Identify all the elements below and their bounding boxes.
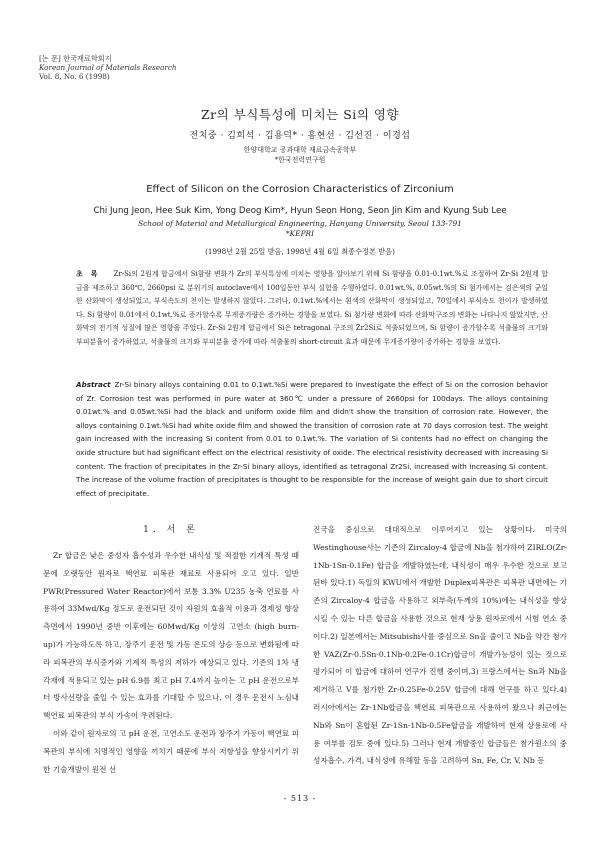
body-paragraph: 진국을 중심으로 대대적으로 이루어지고 있는 상황이다. 미국의 Westinghouse사는 기존의 Zircaloy-4 합금에 Nb을 첨가하여 ZIRLO(Zr-1Nb-1Sn-0.1Fe) 합금을 개발하였는데, 내식성이 매우 우수한 것으로 보고된바 있다.1) 독일의 KWU에서 개발한 Duplex피복관은 피복관 내면에는 기존의 Zircaloy-4 합금을 사용하고 외부측(두께의 10%)에는 내식성을 향상시킬 수 있는 다른 합금을 사용한 것으로 현재 상용 원자로에서 시험 연소 중이다.2) 일본에서는 Mitsubishi사를 중심으로 Sn을 줄이고 Nb을 약간 첨가한 VAZ(Zr-0.5Sn-0.1Nb-0.2Fe-0.1Cr)합금이 개발가능성이 있는 것으로 평가되어 이 합금에 대하여 연구가 진행 중이며,3) 프랑스에서는 Sn과 Nb을 제거하고 V를 첨가한 Zr-0.25Fe-0.25V 합금에 대해 연구를 하고 있다.4) 러시아에서는 Zr-1Nb합금을 핵연료 피복관으로 사용하여 왔으나 최근에는 Nb와 Sn이 혼합된 Zr-1Sn-1Nb-0.5Fe합금을 개발하여 현재 상용로에 사용 여부를 검토 중에 있다.5) 그러나 현재 개발중인 합금들은 첨가원소의 중성자흡수, 가격, 내식성에 유해할 등을 고려하여 Sn, Fe, Cr, V, Nb 등 — [313, 525, 567, 766]
abstract-korean-label: 초록 — [76, 269, 106, 278]
abstract-korean-text: Zr-Si의 2원계 합금에서 Si함량 변화가 Zr의 부식특성에 미치는 영향을 알아보기 위해 Si 함량을 0.01-0.1wt.%로 조절하여 Zr-Si 2원계 합금을 제조하고 360℃, 2660psi 로 분위기의 autoclave에서 100일동안 부식 실험을 수행하였다. 0.01wt.%, 0.05wt.%의 Si 첨가에서는 검은색의 균일한 산화막이 생성되었고, 부식속도의 천이는 발생하지 않았다. 그러나, 0.1wt.%에서는 흰색의 산화막이 생성되었고, 70일에서 부식속도 천이가 발생하였다. Si 함량이 0.01에서 0.1wt.%로 증가할수록 무게증가량은 증가하는 경향을 보였다. Si 첨가량 변화에 따라 산화막구조의 변화는 나타나지 않았지만, 산화막의 전기적 성질에 많은 영향을 주었다. Zr-Si 2원계 합금에서 Si은 tetragonal 구조의 Zr2Si로 석출되었으며, Si 함량이 증가할수록 석출물의 크기와 부피분율이 증가하였고, 석출물의 크기와 부피분율 증가에 따라 석출물의 short-circuit 효과 때문에 무게증가량이 증가하는 경향을 보였다. — [76, 270, 548, 346]
authors-english: Chi Jung Jeon, Hee Suk Kim, Yong Deog Kim*, Hyun Seon Hong, Seon Jin Kim and Kyung Sub Lee — [93, 206, 507, 216]
journal-header — [39, 54, 177, 81]
abstract-english-label: Abstract — [76, 380, 111, 389]
affiliation-korean — [0, 145, 600, 165]
section-heading: 1. 서 론 — [143, 525, 199, 535]
affiliation-english — [0, 219, 600, 239]
affiliation-english-line: School of Material and Metallurgical Engineering, Hanyang University, Seoul 133-791 — [138, 219, 462, 228]
abstract-english — [76, 378, 548, 500]
journal-volume: Vol. 8, No. 6 (1998) — [39, 72, 110, 81]
title-english: Effect of Silicon on the Corrosion Characteristics of Zirconium — [146, 184, 454, 195]
body-paragraph: 이와 같이 원자로의 고 pH 운전, 고연소도 운전과 장주기 가동이 핵연료 피복관의 부식에 치명적인 영향을 끼치기 때문에 부식 저항성을 향상시키기 위한 기술개발이 원전 선 — [43, 728, 299, 774]
affiliation-korean-line: *한국전력연구원 — [274, 156, 326, 164]
received-dates: (1998년 2월 25일 받음, 1998년 4월 6일 최종수정본 받음) — [205, 247, 395, 256]
page-number: - 513 - — [283, 794, 317, 803]
abstract-english-text: Zr-Si binary alloys containing 0.01 to 0.1wt.%Si were prepared to investigate the effect of Si on the corrosion behavior of Zr. Corrosion test was performed in pure water at 360℃ under a pressure of 2660psi for 100days. The alloys containing 0.01wt.% and 0.05wt.%Si had the black and uniform oxide film and didn't show the transition of corrosion rate. However, the alloys containing 0.1wt.%Si had white oxide film and showed the transition of corrosion rate at 70 days corrosion test. The weight gain increased with the increasing Si content from 0.01 to 0.1wt.%. The variation of Si contents had no effect on changing the oxide structure but had significant effect on the electrical resistivity of oxide. The electrical resistivity decreased with increasing Si content. The fraction of precipitates in the Zr-Si binary alloys, identified as tetragonal Zr2Si, increased with increasing Si content. The increase of the volume fraction of precipitates is thought to be responsible for the increase of weight gain due to short circuit effect of precipitate. — [76, 380, 548, 498]
body-paragraph: Zr 합금은 낮은 중성자 흡수성과 우수한 내식성 및 적절한 기계적 특성 때문에 오랫동안 원자로 핵연료 피복관 재료로 사용되어 오고 있다. 일반 PWR(Pressured Water Reactor)에서 보통 3.3% U235 농축 연료를 사용하여 33Mwd/Kg 정도로 운전되던 것이 자원의 효율적 이용과 경제성 향상 측면에서 1990년 중반 이후에는 60Mwd/Kg 이상의 고연소 (high burn-up)가 가능하도록 하고, 장주기 운전 및 가동 온도의 상승 등으로 변화됨에 따라 피복관의 부식증가와 기계적 특성의 저하가 예상되고 있다. 기존의 1차 냉각재에 적용되고 있는 pH 6.9를 최고 pH 7.4까지 높이는 고 pH 운전으로부터 방사선량을 줄일 수 있는 효과를 기대할 수 있으나, 이 경우 운전시 노심내 핵연료 피복관의 부식 가속이 우려된다. — [43, 551, 299, 721]
body-column-right — [313, 521, 567, 770]
affiliation-korean-line: 한양대학교 공과대학 재료금속공학부 — [243, 146, 357, 154]
title-korean: Zr의 부식특성에 미치는 Si의 영향 — [200, 107, 400, 122]
journal-name-en: Korean Journal of Materials Research — [39, 63, 177, 72]
affiliation-english-line: *KEPRI — [285, 229, 315, 238]
abstract-korean — [76, 267, 548, 350]
body-column-left — [43, 523, 299, 778]
authors-korean: 전치중 · 김희석 · 김용덕* · 홍현선 · 김선진 · 이경섭 — [189, 131, 411, 141]
journal-kind: [논 문] 한국재료학회지 — [39, 54, 112, 63]
